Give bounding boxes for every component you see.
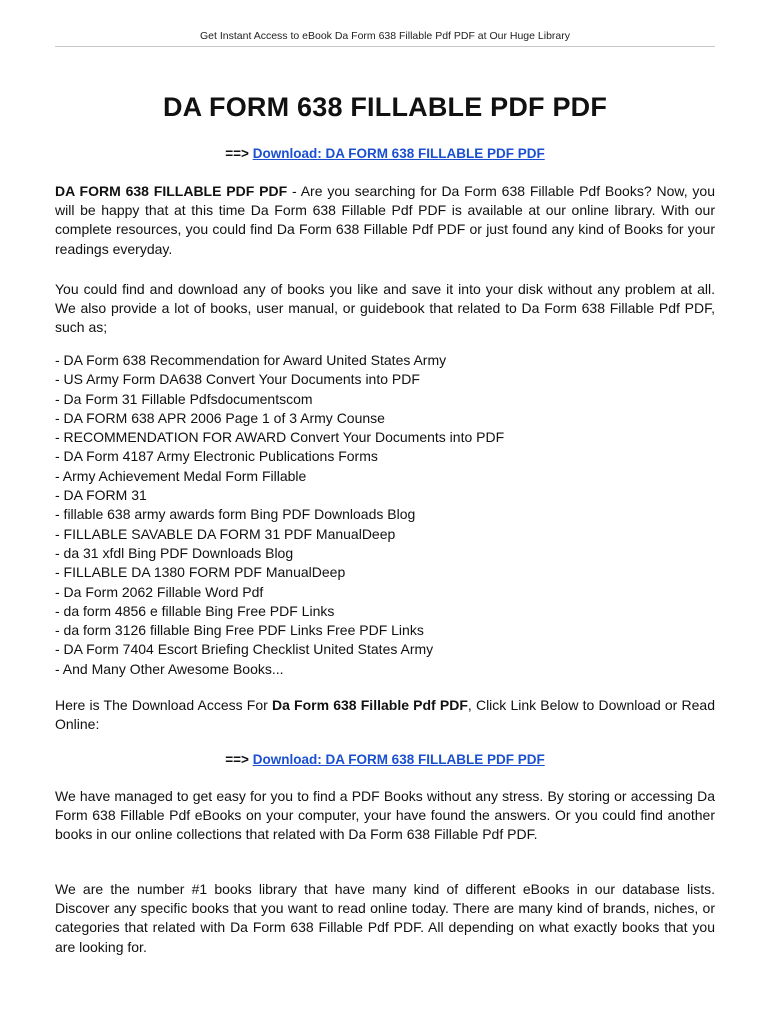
list-item: - da form 4856 e fillable Bing Free PDF Links <box>55 602 335 619</box>
list-item: - fillable 638 army awards form Bing PDF Downloads Blog <box>55 506 416 523</box>
access-text-before: Here is The Download Access For <box>55 697 272 713</box>
page-title: DA FORM 638 FILLABLE PDF PDF <box>162 92 608 122</box>
download-arrow: ==> <box>225 146 249 161</box>
access-bold-title: Da Form 638 Fillable Pdf PDF <box>271 697 468 713</box>
intro-text: - Are you searching for Da Form 638 Fillable Pdf Books? Now, you will be happy that at this time Da Form 638 Fillable Pdf PDF is available at our online library. With our complete resources, you could find Da Form 638 Fillable Pdf PDF or just found any kind of Books for your readings everyday. <box>55 183 715 257</box>
list-item: - DA FORM 638 APR 2006 Page 1 of 3 Army Counse <box>55 409 385 426</box>
list-item: - DA Form 4187 Army Electronic Publications Forms <box>55 448 378 465</box>
list-item: - And Many Other Awesome Books... <box>55 660 284 677</box>
intro-paragraph <box>55 182 715 259</box>
download-link-top[interactable]: Download: DA FORM 638 FILLABLE PDF PDF <box>252 146 545 161</box>
list-item: - US Army Form DA638 Convert Your Documents into PDF <box>55 371 420 388</box>
list-item: - DA FORM 31 <box>55 487 147 504</box>
library-paragraph: We are the number #1 books library that have many kind of different eBooks in our database lists. Discover any specific books that you want to read online today. There are many kind of brands, niches, or categories that related with Da Form 638 Fillable Pdf PDF. All depending on what exactly books that you are looking for. <box>55 881 715 955</box>
list-item: - FILLABLE SAVABLE DA FORM 31 PDF ManualDeep <box>55 525 396 542</box>
download-link-bottom[interactable]: Download: DA FORM 638 FILLABLE PDF PDF <box>252 752 545 767</box>
list-item: - DA Form 638 Recommendation for Award United States Army <box>55 352 447 368</box>
download-arrow: ==> <box>225 752 249 767</box>
list-item: - FILLABLE DA 1380 FORM PDF ManualDeep <box>55 564 346 581</box>
list-item: - DA Form 7404 Escort Briefing Checklist United States Army <box>55 641 434 658</box>
list-item: - da 31 xfdl Bing PDF Downloads Blog <box>55 544 294 561</box>
intro-bold-lead: DA FORM 638 FILLABLE PDF PDF <box>55 183 288 199</box>
header-divider <box>55 46 715 47</box>
list-item: - Army Achievement Medal Form Fillable <box>55 467 307 484</box>
book-list <box>55 351 715 679</box>
access-text-after: , Click Link Below to Download or Read Online: <box>55 697 715 733</box>
related-books-paragraph: You could find and download any of books you like and save it into your disk without any problem at all. We also provide a lot of books, user manual, or guidebook that related to Da Form 638 Fillable Pdf PDF, such as; <box>55 281 715 336</box>
list-item: - Da Form 31 Fillable Pdfsdocumentscom <box>55 390 313 407</box>
list-item: - da form 3126 fillable Bing Free PDF Links Free PDF Links <box>55 622 424 639</box>
download-line-top <box>55 146 715 161</box>
page-header-text: Get Instant Access to eBook Da Form 638 Fillable Pdf PDF at Our Huge Library <box>200 30 570 42</box>
download-line-bottom <box>55 752 715 767</box>
download-access-paragraph <box>55 696 715 734</box>
managed-paragraph: We have managed to get easy for you to find a PDF Books without any stress. By storing or accessing Da Form 638 Fillable Pdf eBooks on your computer, your have found the answers. Or you could find another books in our online collections that related with Da Form 638 Fillable Pdf PDF. <box>55 788 715 843</box>
list-item: - Da Form 2062 Fillable Word Pdf <box>55 583 264 600</box>
list-item: - RECOMMENDATION FOR AWARD Convert Your Documents into PDF <box>55 429 505 446</box>
